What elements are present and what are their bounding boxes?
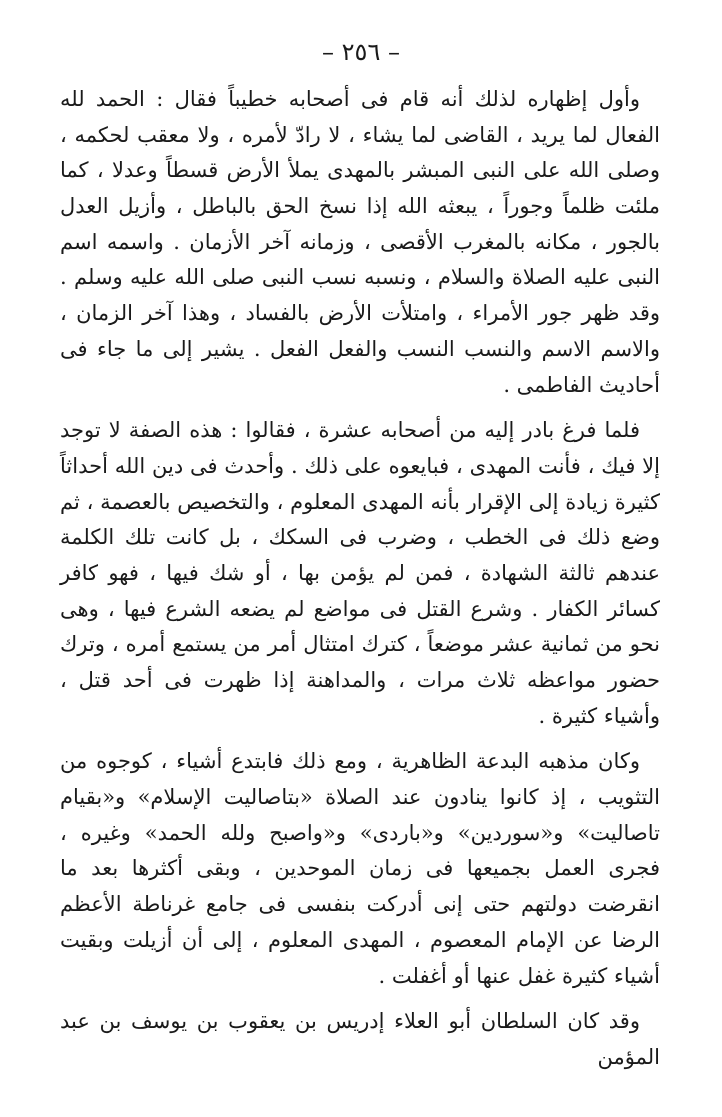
page-number: – ٢٥٦ – [322,38,400,66]
paragraph: وأول إظهاره لذلك أنه قام فى أصحابه خطيباً فقال : الحمد لله الفعال لما يريد ، القاضى لما يشاء ، لا رادّ لأمره ، ولا معقب لحكمه ، وصلى الله على النبى المبشر بالمهدى يملأ الأرض قسطاً وعدلا ، كما ملئت ظلماً وجوراً ، يبعثه الله إذا نسخ الحق بالباطل ، وأزيل العدل بالجور ، مكانه بالمغرب الأقصى ، وزمانه آخر الأزمان . واسمه اسم النبى عليه الصلاة والسلام ، ونسبه نسب النبى صلى الله عليه وسلم . وقد ظهر جور الأمراء ، وامتلأت الأرض بالفساد ، وهذا آخر الزمان ، والاسم الاسم والنسب النسب والفعل الفعل . يشير إلى ما جاء فى أحاديث الفاطمى . [60,87,660,397]
paragraph: وكان مذهبه البدعة الظاهرية ، ومع ذلك فابتدع أشياء ، كوجوه من التثويب ، إذ كانوا ينادون عند الصلاة «بتاصاليت الإسلام» و«بقيام تاصاليت» و«سوردين» و«باردى» و«واصبح ولله الحمد» وغيره ، فجرى العمل بجميعها فى زمان الموحدين ، وبقى أكثرها بعد ما انقرضت دولتهم حتى إنى أدركت بنفسى فى جامع غرناطة الأعظم الرضا عن الإمام المعصوم ، المهدى المعلوم ، إلى أن أزيلت وبقيت أشياء كثيرة غفل عنها أو أغفلت . [60,749,660,988]
paragraph: فلما فرغ بادر إليه من أصحابه عشرة ، فقالوا : هذه الصفة لا توجد إلا فيك ، فأنت المهدى ، فبايعوه على ذلك . وأحدث فى دين الله أحداثاً كثيرة زيادة إلى الإقرار بأنه المهدى المعلوم ، والتخصيص بالعصمة ، ثم وضع ذلك فى الخطب ، وضرب فى السكك ، بل كانت تلك الكلمة عندهم ثالثة الشهادة ، فمن لم يؤمن بها ، أو شك فيها ، فهو كافر كسائر الكفار . وشرع القتل فى مواضع لم يضعه الشرع فيها ، وهى نحو من ثمانية عشر موضعاً ، كترك امتثال أمر من يستمع أمره ، وترك حضور مواعظه ثلاث مرات ، والمداهنة إذا ظهرت فى أحد قتل ، وأشياء كثيرة . [60,418,660,728]
page-body [60,82,660,1076]
paragraph: وقد كان السلطان أبو العلاء إدريس بن يعقوب بن يوسف بن عبد المؤمن [60,1009,660,1069]
